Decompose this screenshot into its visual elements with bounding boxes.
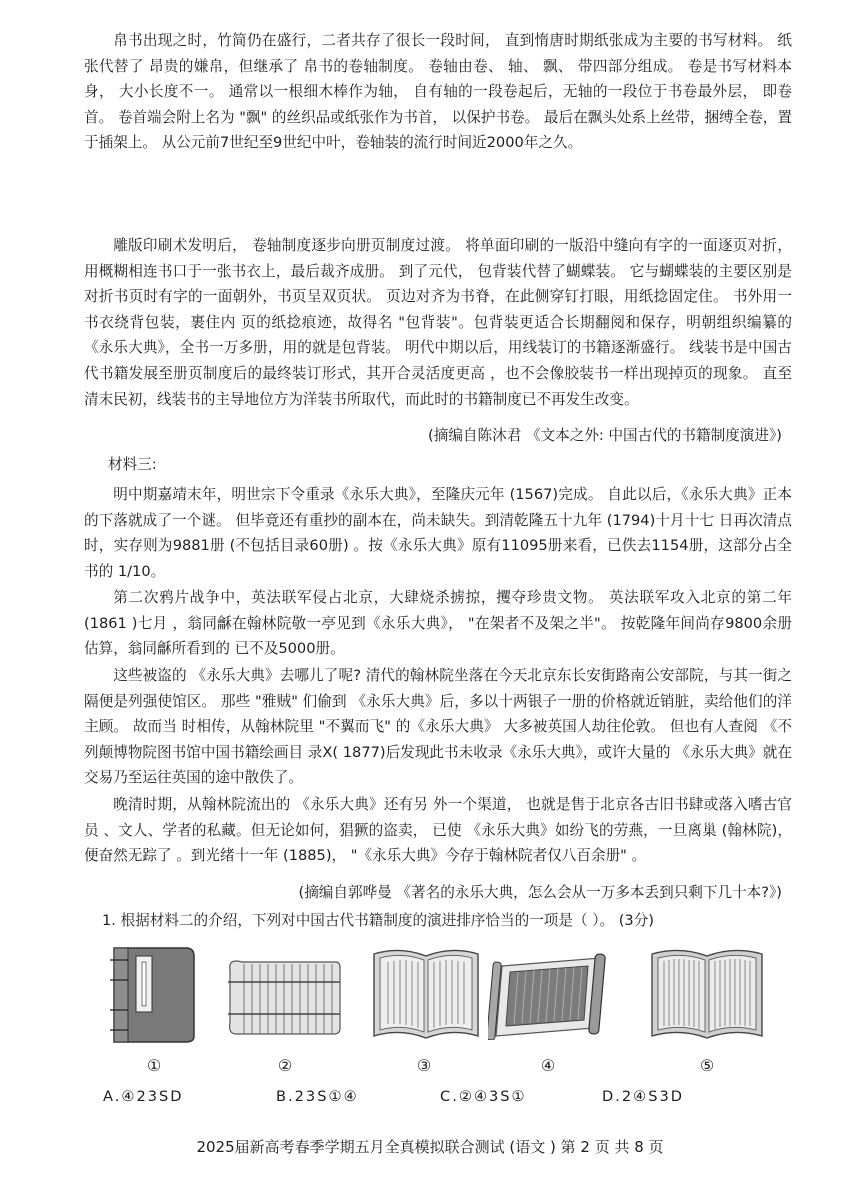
butterfly-bound-book-icon [370, 944, 482, 1044]
question-1: 1. 根据材料二的介绍，下列对中国古代书籍制度的演进排序恰当的一项是（ ）。 (3分) [102, 912, 654, 929]
paragraph-yongle-loss: 明中期嘉靖末年，明世宗下令重录《永乐大典》，至隆庆元年 (1567)完成。 自此以后，《永乐大典》正本的下落就成了一个谜。 但毕竟还有重抄的副本在，尚未缺失。到清乾隆五十九年 (1794)十月十七 日再次清点时，实存则为9881册 (不包括目录60册) 。按《永乐大典》原有11095册来看，已佚去1154册，这部分占全书的 1/10。 [84, 486, 792, 580]
figure-number-1: ① [146, 1056, 162, 1075]
option-b: B.23S①④ [276, 1088, 359, 1105]
figure-number-3: ③ [416, 1056, 432, 1075]
source-citation-1: (摘编自陈沐君 《文本之外: 中国古代的书籍制度演进》) [428, 427, 782, 444]
option-d: D.2④S3D [602, 1088, 685, 1105]
bamboo-slips-icon [226, 954, 342, 1038]
thread-bound-book-icon [106, 944, 198, 1044]
figure-number-2: ② [277, 1056, 293, 1075]
page-footer: 2025届新高考春季学期五月全真模拟联合测试 (语文 ) 第 2 页 共 8 页 [196, 1138, 664, 1156]
paragraph-scroll: 帛书出现之时，竹简仍在盛行，二者共存了很长一段时间， 直到惰唐时期纸张成为主要的书写材料。 纸张代替了 昂贵的嫌帛，但继承了 帛书的卷轴制度。 卷轴由卷、 轴、 飘、 带四部分组成。 卷是书写材料本身， 大小长度不一。 通常以一根细木棒作为轴， 自有轴的一段卷起后，无轴的一段位于书卷最外层， 即卷首。 卷首端会附上名为 "飘" 的丝织品或纸张作为书首， 以保护书卷。 最后在飘头处系上丝带，捆缚全卷，置于插架上。 从公元前7世纪至9世纪中叶，卷轴装的流行时间近2000年之久。 [84, 32, 792, 152]
figure-number-4: ④ [540, 1056, 556, 1075]
paragraph-opium-war: 第二次鸦片战争中，英法联军侵占北京，大肆烧杀掳掠，攫夺珍贵文物。 英法联军攻入北京的第二年 (1861 )七月 ，翁同龢在翰林院敬一亭见到《永乐大典》， "在架者不及架之半"。 按乾隆年间尚存9800余册估算，翁同龢所看到的 已不及5000册。 [84, 589, 792, 658]
material-three-label: 材料三: [108, 456, 157, 473]
figure-number-5: ⑤ [699, 1056, 715, 1075]
paragraph-binding: 雕版印刷术发明后， 卷轴制度逐步向册页制度过渡。 将单面印刷的一版沿中缝向有字的一面逐页对折，用概糊相连书口于一张书衣上，最后裁齐成册。 到了元代， 包背装代替了蝴蝶装。 它与蝴蝶装的主要区别是对折书页时有字的一面朝外，书页呈双页状。 页边对齐为书脊，在此侧穿钉打眼，用纸捻固定住。 书外用一书衣绕背包装，裹住内 页的纸捻痕迹，故得名 "包背装"。包背装更适合长期翻阅和保存，明朝组织编纂的《永乐大典》，全书一万多册，用的就是包背装。 明代中期以后，用线装订的书籍逐渐盛行。 线装书是中国古代书籍发展至册页制度后的最终装订形式，其开合灵活度更高 ，也不会像胶装书一样出现掉页的现象。 直至清末民初，线装书的主导地位方为洋装书所取代，而此时的书籍制度已不再发生改变。 [84, 237, 792, 408]
source-citation-2: (摘编自郭哗曼 《著名的永乐大典，怎么会从一万多本丢到只剩下几十本?》) [298, 884, 782, 901]
option-a: A.④23SD [103, 1088, 184, 1105]
wrapped-back-book-icon [648, 944, 766, 1044]
scroll-icon [488, 952, 608, 1040]
option-c: C.②④3S① [440, 1088, 527, 1105]
paragraph-stolen-volumes: 这些被盗的 《永乐大典》去哪儿了呢? 清代的翰林院坐落在今天北京东长安街路南公安部院，与其一街之隔便是列强使馆区。 那些 "雅贼" 们偷到 《永乐大典》后，多以十两银子一册的价格就近销脏，卖给他们的洋主顾。 故而当 时相传，从翰林院里 "不翼而飞" 的《永乐大典》 大多被英国人劫往伦敦。 但也有人查阅 《不列颠博物院图书馆中国书籍绘画目 录X( 1877)后发现此书未收录《永乐大典》，或许大量的 《永乐大典》就在交易乃至运往英国的途中散佚了。 [84, 667, 792, 787]
paragraph-late-qing: 晚清时期，从翰林院流出的 《永乐大典》还有另 外一个渠道， 也就是售于北京各古旧书肆或落入嗜古官员 、文人、学者的私藏。但无论如何，猖獗的盗卖， 已使 《永乐大典》如纷飞的劳燕，一旦离巢 (翰林院)，便奋然无踪了 。到光绪十一年 (1885)， "《永乐大典》今存于翰林院者仅八百余册" 。 [84, 796, 792, 865]
